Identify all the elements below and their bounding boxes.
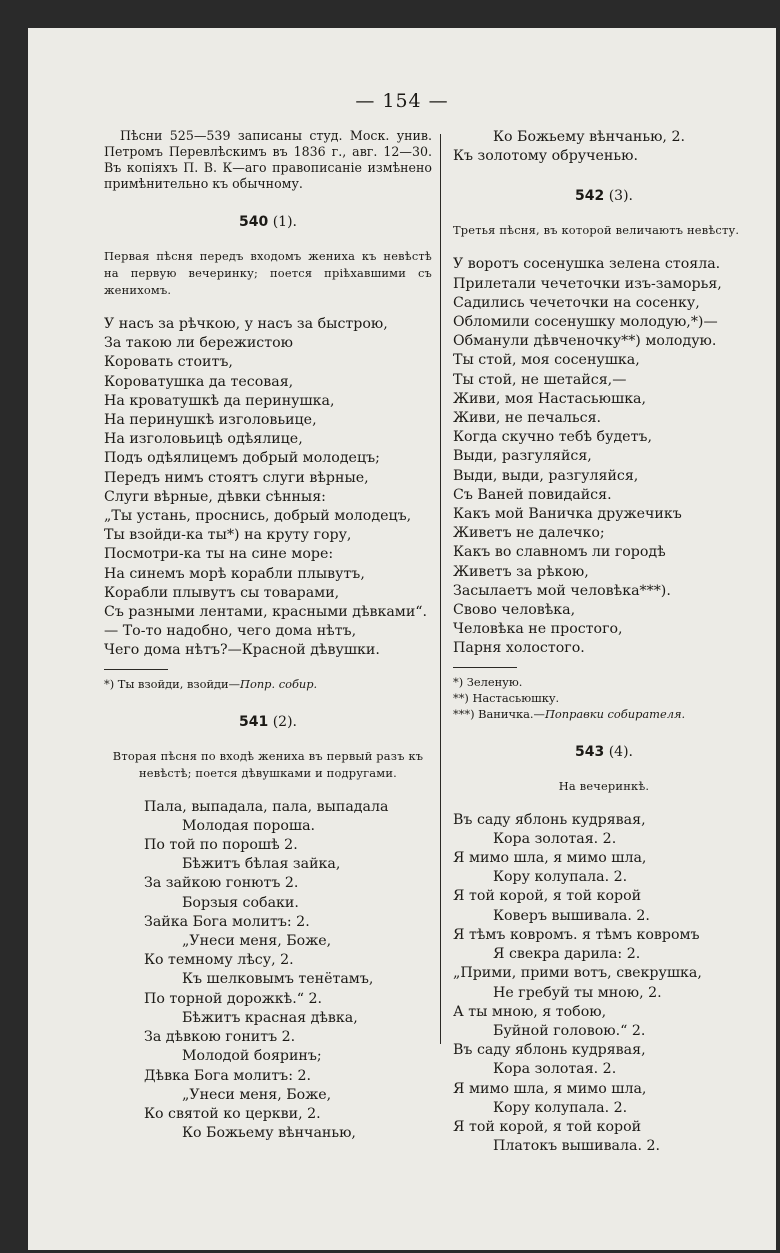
verse-line: Выди, разгуляйся, [453,448,592,465]
verse-line: У воротъ сосенушка зелена стояла. [453,256,721,273]
verse-line: Ты стой, моя сосенушка, [453,352,640,369]
verse-line: А ты мною, я тобою, [453,1003,607,1020]
verse-line: Пала, выпадала, пала, выпадала [144,798,389,815]
left-column [104,128,432,1143]
verse-line: Съ разными лентами, красными дѣвками“. [104,604,428,621]
song-text-542 [453,255,755,658]
song-text-540 [104,315,432,661]
verse-line: Живи, не печалься. [453,410,602,427]
verse-line: Ты взойди-ка ты*) на круту гору, [104,527,352,544]
footnote-rule [453,667,517,668]
verse-line: За такою ли бережистою [104,335,293,352]
song-subnumber: (1). [268,214,297,230]
song-number: 541 [239,713,269,730]
footnote [453,690,755,706]
verse-line: „Ты устань, проснись, добрый молодецъ, [104,508,412,525]
song-subnumber: (2). [268,713,297,730]
verse-line: Посмотри-ка ты на сине море: [104,546,334,563]
verse-line: Прилетали чечеточки изъ-заморья, [453,275,722,292]
song-541-continuation [453,128,755,166]
verse-line: Живетъ не далечко; [453,525,605,542]
verse-line: Я тѣмъ ковромъ. я тѣмъ ковромъ [453,926,700,943]
verse-line: Къ золотому обрученью. [453,148,638,165]
footnote-540 [104,676,432,692]
verse-line: Ко Божьему вѣнчанью, [182,1125,356,1142]
song-text-543 [453,811,755,1157]
footnote-text: **) Настасьюшку. [453,690,560,705]
verse-line: „Унеси меня, Боже, [182,1086,332,1103]
verse-line: Живи, моя Настасьюшка, [453,390,647,407]
verse-line: Ко святой ко церкви, 2. [144,1105,321,1122]
verse-line: Въ саду яблонь кудрявая, [453,1042,646,1059]
verse-line: Молодой бояринъ; [182,1048,322,1065]
song-number-540 [104,214,432,230]
verse-line: Я свекра дарила: 2. [493,946,641,963]
verse-line: Ко Божьему вѣнчанью, 2. [493,129,685,145]
verse-line: Кору колупала. 2. [493,1099,628,1116]
verse-line: „Унеси меня, Боже, [182,933,332,950]
verse-line: Свово человѣка, [453,602,576,619]
footnote-text: ***) Ваничка.— [453,706,545,721]
song-heading-542: Третья пѣсня, въ которой величаютъ невѣсту. [453,223,740,238]
verse-line: Садились чечеточки на сосенку, [453,294,700,311]
book-page [28,28,776,1250]
verse-line: Корабли плывутъ сы товарами, [104,584,340,601]
verse-line: Бѣжитъ красная дѣвка, [182,1009,358,1026]
footnote [453,706,755,722]
footnote-rule [104,669,168,670]
verse-line: Коровать стоитъ, [104,354,233,371]
footnote [453,674,755,690]
verse-line: Я той корой, я той корой [453,1118,642,1135]
verse-line: По торной дорожкѣ.“ 2. [144,990,323,1007]
footnotes-542 [453,674,755,722]
song-number-543 [453,744,755,760]
footnote-italic: Попр. собир. [240,676,318,691]
verse-line: За зайкою гонютъ 2. [144,875,299,892]
song-heading-541: Вторая пѣсня по входѣ жениха въ первый разъ къ невѣстѣ; поется дѣвушками и подругами. [112,748,424,780]
verse-line: У насъ за рѣчкою, у насъ за быстрою, [104,316,388,332]
verse-line: Обманули дѣвченочку**) молодую. [453,333,717,350]
verse-line: Буйной головою.“ 2. [493,1022,646,1039]
verse-line: Коверъ вышивала. 2. [493,907,650,924]
verse-line: За дѣвкою гонитъ 2. [144,1029,296,1046]
verse-line: Я мимо шла, я мимо шла, [453,850,647,867]
verse-line: Передъ нимъ стоятъ слуги вѣрные, [104,469,369,486]
song-number: 540 [239,214,269,230]
page-number: — 154 — [355,90,449,112]
verse-line: Кору колупала. 2. [493,869,628,886]
verse-line: Какъ во славномъ ли городѣ [453,544,666,561]
song-number-541 [104,714,432,730]
song-subnumber: (3). [604,188,633,205]
footnote-text: *) Ты взойди, взойди— [104,676,241,691]
song-number: 543 [575,743,605,760]
verse-line: Зайка Бога молитъ: 2. [144,913,310,930]
intro-note: Пѣсни 525—539 записаны студ. Моск. унив. Петромъ Перевлѣскимъ въ 1836 г., авг. 12—30. Въ копіяхъ П. В. К—аго правописаніе измѣнено примѣнительно къ обычному. [104,128,432,191]
verse-line: Когда скучно тебѣ будетъ, [453,429,652,446]
verse-line: По той по порошѣ 2. [144,837,298,854]
verse-line: Какъ мой Ваничка дружечикъ [453,506,682,523]
verse-line: Ко темному лѣсу, 2. [144,952,294,969]
verse-line: Къ шелковымъ тенётамъ, [182,971,374,988]
verse-line: Съ Ваней повидайся. [453,486,612,503]
verse-line: Кора золотая. 2. [493,830,617,847]
verse-line: Чего дома нѣтъ?—Красной дѣвушки. [104,642,380,659]
song-subnumber: (4). [604,743,633,760]
verse-line: „Прими, прими вотъ, свекрушка, [453,965,702,982]
verse-line: Обломили сосенушку молодую,*)— [453,314,718,331]
verse-line: Слуги вѣрные, дѣвки сѣнныя: [104,488,326,505]
verse-line: Молодая пороша. [182,817,316,834]
verse-line: На синемъ морѣ корабли плывутъ, [104,565,365,582]
verse-line: На кроватушкѣ да перинушка, [104,392,335,409]
song-number: 542 [575,188,605,205]
verse-line: Кора золотая. 2. [493,1061,617,1078]
verse-line: Подъ одѣялицемъ добрый молодецъ; [104,450,380,467]
verse-line: Дѣвка Бога молитъ: 2. [144,1067,312,1084]
footnote-italic: Поправки собирателя. [544,706,686,721]
song-heading-540: Первая пѣсня передъ входомъ жениха къ невѣстѣ на первую вечеринку; поется пріѣхавшими съ женихомъ. [104,249,432,297]
column-divider [440,134,441,1044]
verse-line: Въ саду яблонь кудрявая, [453,811,646,828]
verse-line: Я той корой, я той корой [453,888,642,905]
verse-line: Живетъ за рѣкою, [453,563,589,580]
verse-line: Бѣжитъ бѣлая зайка, [182,856,341,873]
verse-line: — То-то надобно, чего дома нѣтъ, [104,623,357,640]
song-text-541 [104,798,432,1144]
verse-line: На изголовьицѣ одѣялице, [104,431,303,448]
verse-line: Ты стой, не шетайся,— [453,371,627,388]
right-column [453,128,755,1156]
footnote-text: *) Зеленую. [453,674,523,689]
song-heading-543: На вечеринкѣ. [558,778,650,793]
verse-line: Короватушка да тесовая, [104,373,294,390]
verse-line: Не гребуй ты мною, 2. [493,984,662,1001]
verse-line: На перинушкѣ изголовьице, [104,412,317,429]
verse-line: Парня холостого. [453,640,585,657]
verse-line: Платокъ вышивала. 2. [493,1138,661,1155]
verse-line: Засылаетъ мой человѣка***). [453,582,671,599]
verse-line: Выди, выди, разгуляйся, [453,467,639,484]
song-number-542 [453,188,755,204]
verse-line: Борзыя собаки. [182,894,299,911]
verse-line: Я мимо шла, я мимо шла, [453,1080,647,1097]
verse-line: Человѣка не простого, [453,621,623,638]
